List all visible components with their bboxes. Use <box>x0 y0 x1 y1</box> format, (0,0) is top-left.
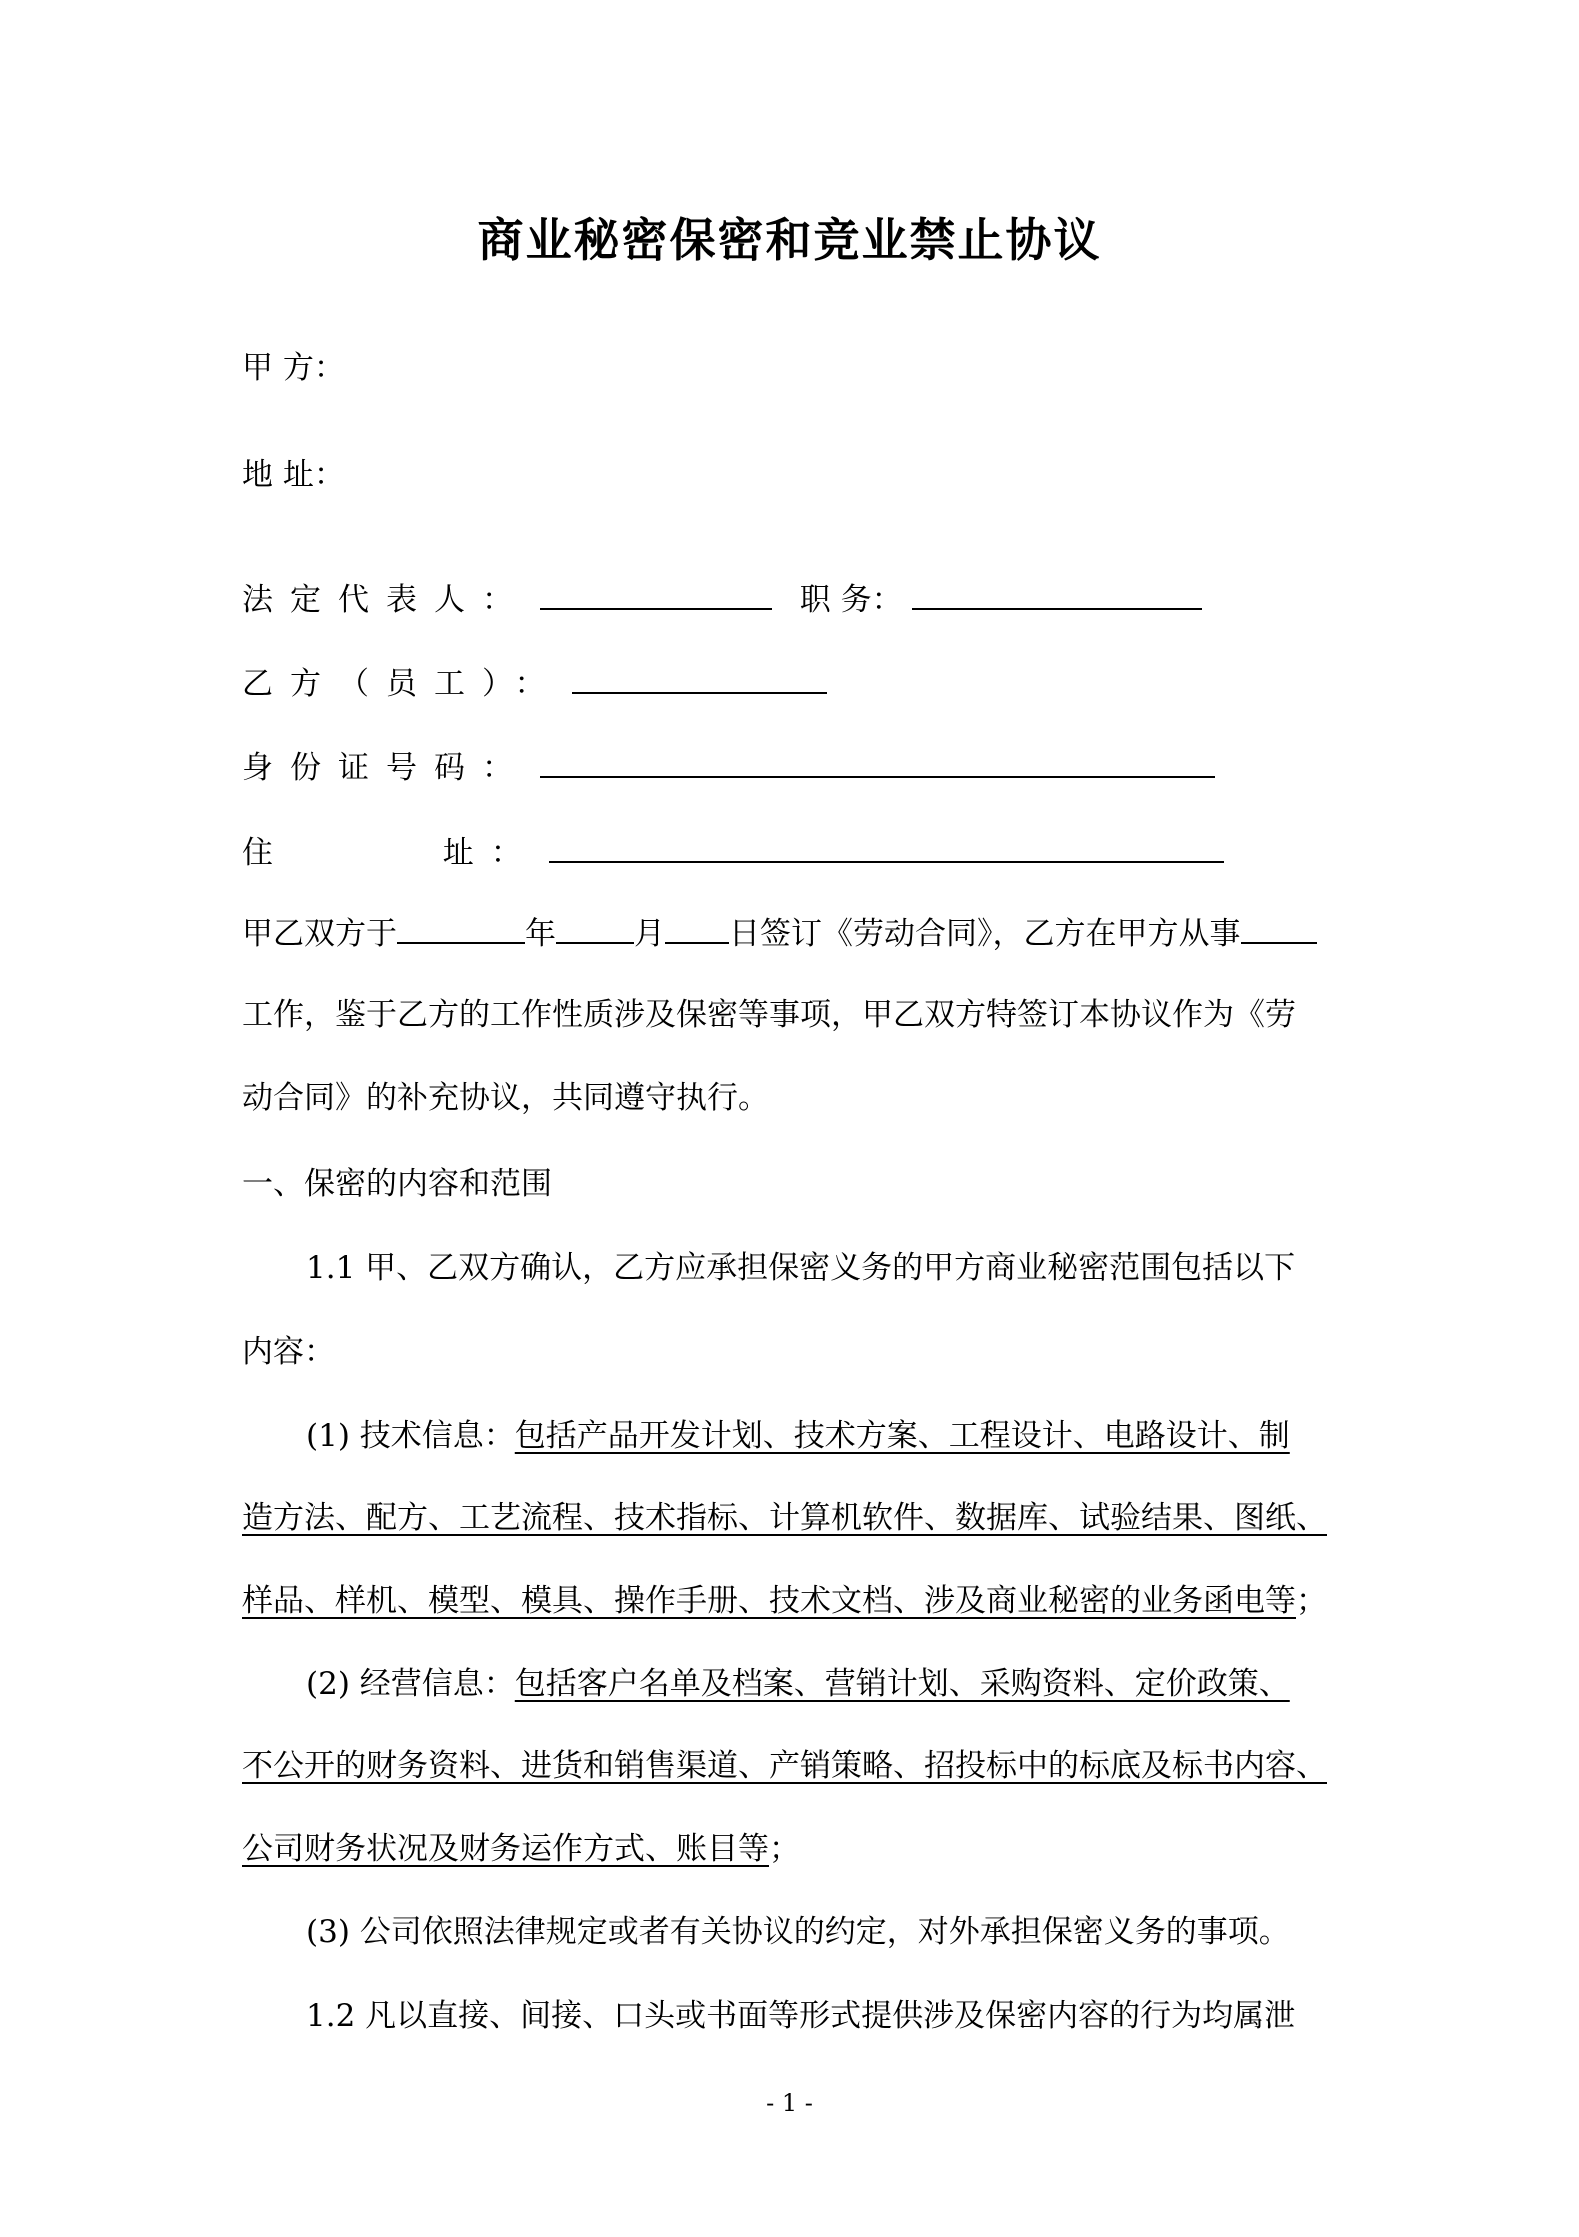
position-label: 职 务： <box>799 582 903 618</box>
month-label: 月 <box>634 916 665 952</box>
item-1-text-1: 包括产品开发计划、技术方案、工程设计、电路设计、制 <box>514 1418 1290 1454</box>
id-number-line <box>242 746 1215 788</box>
item-2-text-2: 不公开的财务资料、进货和销售渠道、产销策略、招投标中的标底及标书内容、 <box>242 1748 1327 1784</box>
item-2-end: ； <box>769 1831 800 1867</box>
year-blank[interactable] <box>397 912 525 944</box>
item-1-end: ； <box>1296 1583 1327 1619</box>
id-number-blank[interactable] <box>540 746 1215 778</box>
month-blank[interactable] <box>556 912 634 944</box>
item-1-line-1 <box>306 1416 1290 1456</box>
clause-1-1-line-2: 内容： <box>242 1334 335 1370</box>
residence-line <box>242 831 1224 873</box>
item-2-line-1 <box>306 1664 1290 1704</box>
party-a-line <box>242 348 345 388</box>
item-1-text-3: 样品、样机、模型、模具、操作手册、技术文档、涉及商业秘密的业务函电等 <box>242 1583 1296 1619</box>
address-label: 地 址： <box>242 457 345 493</box>
item-1-line-3 <box>242 1581 1327 1621</box>
intro-line-2: 工作，鉴于乙方的工作性质涉及保密等事项，甲乙双方特签订本协议作为《劳 <box>242 997 1296 1033</box>
id-number-label: 身份证号码： <box>242 750 530 786</box>
intro-line-1 <box>242 912 1317 954</box>
intro-text-2: 日签订《劳动合同》，乙方在甲方从事 <box>729 916 1241 952</box>
party-b-line <box>242 662 827 704</box>
residence-label-end: 址： <box>442 835 539 871</box>
item-2-text-1: 包括客户名单及档案、营销计划、采购资料、定价政策、 <box>514 1666 1290 1702</box>
item-3: (3) 公司依照法律规定或者有关协议的约定，对外承担保密义务的事项。 <box>306 1914 1290 1950</box>
legal-rep-blank[interactable] <box>540 578 772 610</box>
item-1-line-2 <box>242 1498 1327 1538</box>
legal-rep-label: 法定代表人： <box>242 582 530 618</box>
year-label: 年 <box>525 916 556 952</box>
position-blank[interactable] <box>912 578 1202 610</box>
legal-rep-line <box>242 578 1202 620</box>
job-blank[interactable] <box>1241 912 1317 944</box>
address-line <box>242 455 345 495</box>
item-2-line-2 <box>242 1746 1327 1786</box>
residence-label-start: 住 <box>242 835 273 871</box>
party-b-label: 乙方（员工）： <box>242 666 563 702</box>
item-2-prefix: (2) 经营信息： <box>306 1666 515 1702</box>
section-1-heading: 一、保密的内容和范围 <box>242 1166 552 1202</box>
intro-line-3: 动合同》的补充协议，共同遵守执行。 <box>242 1080 769 1116</box>
document-title: 商业秘密保密和竞业禁止协议 <box>477 213 1102 267</box>
clause-1-1-line-1: 1.1 甲、乙双方确认，乙方应承担保密义务的甲方商业秘密范围包括以下 <box>306 1250 1296 1286</box>
item-1-text-2: 造方法、配方、工艺流程、技术指标、计算机软件、数据库、试验结果、图纸、 <box>242 1500 1327 1536</box>
party-b-blank[interactable] <box>572 662 827 694</box>
intro-text-1: 甲乙双方于 <box>242 916 397 952</box>
page-number: - 1 - <box>766 2089 813 2117</box>
item-2-text-3: 公司财务状况及财务运作方式、账目等 <box>242 1831 769 1867</box>
day-blank[interactable] <box>665 912 729 944</box>
party-a-label: 甲 方： <box>242 350 345 386</box>
item-1-prefix: (1) 技术信息： <box>306 1418 515 1454</box>
residence-blank[interactable] <box>549 831 1224 863</box>
item-2-line-3 <box>242 1829 800 1869</box>
clause-1-2-line-1: 1.2 凡以直接、间接、口头或书面等形式提供涉及保密内容的行为均属泄 <box>306 1998 1296 2034</box>
